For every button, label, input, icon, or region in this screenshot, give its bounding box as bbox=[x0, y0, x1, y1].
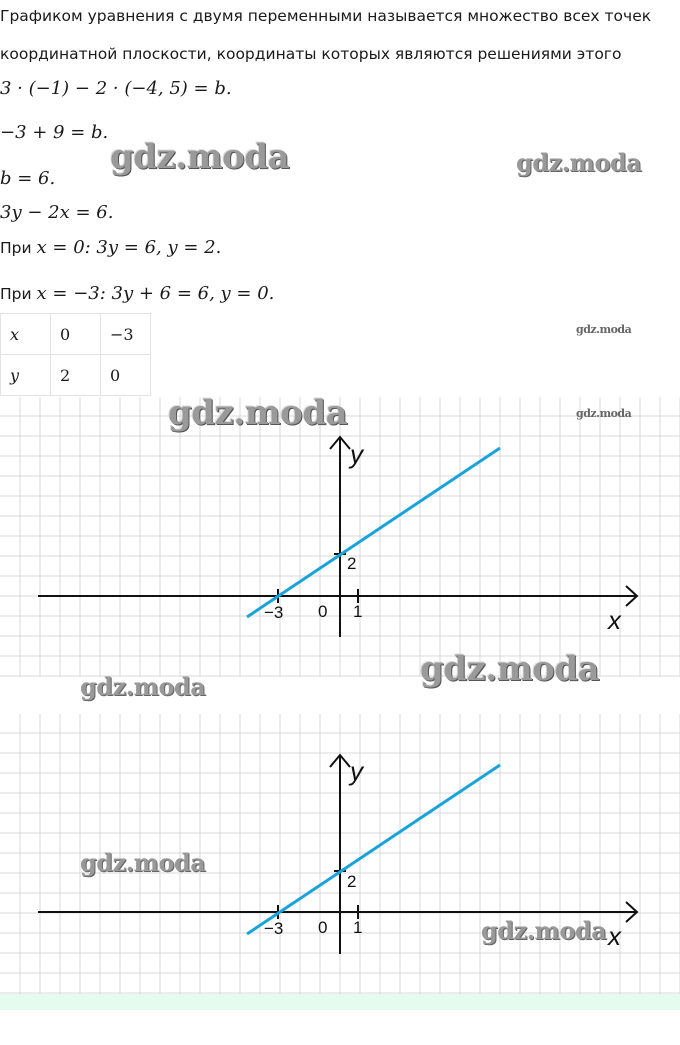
y-axis-label: y bbox=[350, 756, 363, 786]
watermark: gdz.moda bbox=[516, 148, 642, 177]
label-neg3: −3 bbox=[264, 603, 284, 622]
table-row bbox=[1, 314, 151, 355]
label-1: 1 bbox=[353, 602, 363, 621]
equation-2: −3 + 9 = b. bbox=[0, 122, 109, 143]
watermark: gdz.moda bbox=[110, 137, 290, 177]
table-cell: 2 bbox=[51, 355, 101, 396]
label-1: 1 bbox=[353, 918, 363, 937]
table-cell: 0 bbox=[51, 314, 101, 355]
case-1-prefix: При bbox=[0, 239, 32, 257]
watermark: gdz.moda bbox=[420, 649, 600, 689]
watermark: gdz.moda bbox=[80, 848, 206, 877]
label-2: 2 bbox=[347, 554, 357, 573]
table-cell: 0 bbox=[101, 355, 151, 396]
case-2-prefix: При bbox=[0, 285, 32, 303]
watermark: gdz.moda bbox=[481, 916, 607, 945]
equation-3: b = 6. bbox=[0, 168, 56, 189]
label-2: 2 bbox=[347, 872, 357, 891]
watermark: gdz.moda bbox=[576, 407, 632, 420]
table-row bbox=[1, 355, 151, 396]
case-2 bbox=[0, 283, 274, 304]
definition-line-1: Графиком уравнения с двумя переменными называется множество всех точек bbox=[0, 7, 652, 25]
graph-line bbox=[247, 765, 500, 934]
table-cell: x bbox=[1, 314, 51, 355]
graph-line bbox=[247, 448, 500, 617]
watermark: gdz.moda bbox=[168, 393, 348, 433]
definition-line-2: координатной плоскости, координаты которых являются решениями этого bbox=[0, 45, 622, 63]
y-axis-label: y bbox=[350, 439, 363, 469]
label-0: 0 bbox=[318, 602, 328, 621]
table-cell: y bbox=[1, 355, 51, 396]
watermark: gdz.moda bbox=[576, 323, 632, 336]
table-cell: −3 bbox=[101, 314, 151, 355]
label-0: 0 bbox=[318, 918, 328, 937]
graph-1 bbox=[0, 397, 680, 677]
watermark: gdz.moda bbox=[80, 672, 206, 701]
equation-4: 3y − 2x = 6. bbox=[0, 202, 114, 223]
bottom-band bbox=[0, 994, 680, 1010]
case-2-math: x = −3: 3y + 6 = 6, y = 0. bbox=[36, 283, 275, 304]
x-axis-label: x bbox=[608, 921, 621, 951]
case-1 bbox=[0, 237, 221, 258]
case-1-math: x = 0: 3y = 6, y = 2. bbox=[36, 237, 222, 258]
x-axis-label: x bbox=[608, 605, 621, 635]
equation-1: 3 · (−1) − 2 · (−4, 5) = b. bbox=[0, 78, 232, 99]
label-neg3: −3 bbox=[264, 919, 284, 938]
values-table bbox=[0, 313, 151, 396]
